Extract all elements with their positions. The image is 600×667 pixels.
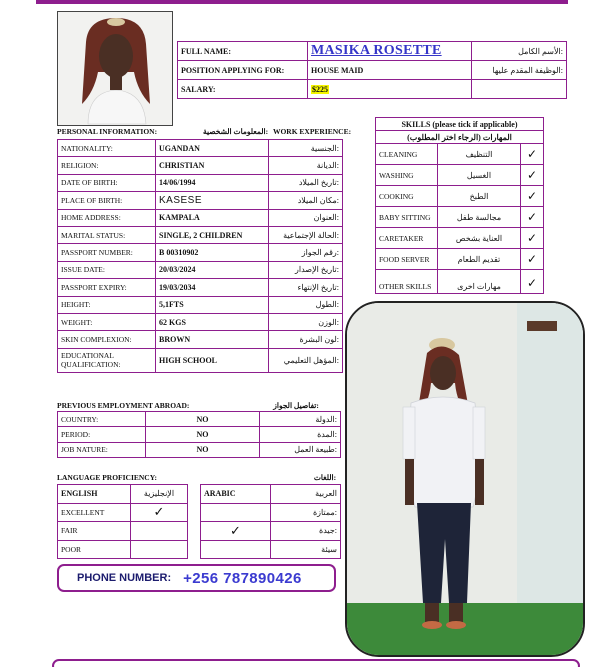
personal-label: MARITAL STATUS: xyxy=(58,226,156,243)
personal-arabic: لون البشرة: xyxy=(269,331,343,348)
personal-arabic: مكان الميلاد: xyxy=(269,192,343,209)
personal-row xyxy=(58,279,343,296)
personal-row xyxy=(58,140,343,157)
skill-label: FOOD SERVER xyxy=(376,249,438,270)
prev-employment-row xyxy=(58,442,341,457)
personal-arabic: العنوان: xyxy=(269,209,343,226)
skill-row xyxy=(376,228,544,249)
personal-arabic: الجنسية: xyxy=(269,140,343,157)
skill-arabic: مهارات اخرى xyxy=(438,270,521,294)
skill-arabic: العناية بشخص xyxy=(438,228,521,249)
header-table xyxy=(177,41,567,99)
personal-label: HOME ADDRESS: xyxy=(58,209,156,226)
language-level-ar: سيئة xyxy=(271,540,341,559)
prev-label: COUNTRY: xyxy=(58,412,146,427)
skill-row xyxy=(376,207,544,228)
personal-label: WEIGHT: xyxy=(58,313,156,330)
personal-arabic: الطول: xyxy=(269,296,343,313)
skill-check[interactable]: ✓ xyxy=(521,270,544,294)
language-title-ar: اللغات: xyxy=(313,473,337,482)
language-level-ar: ممتازة: xyxy=(271,503,341,522)
portrait-photo xyxy=(57,11,173,126)
personal-arabic: المؤهل التعليمي: xyxy=(269,348,343,372)
personal-label: HEIGHT: xyxy=(58,296,156,313)
personal-row xyxy=(58,192,343,209)
personal-arabic: الوزن: xyxy=(269,313,343,330)
personal-value: SINGLE, 2 CHILDREN xyxy=(156,226,269,243)
personal-row xyxy=(58,348,343,372)
personal-row xyxy=(58,313,343,330)
personal-value: 62 KGS xyxy=(156,313,269,330)
prev-value: NO xyxy=(146,442,260,457)
prev-value: NO xyxy=(146,427,260,442)
salary-cell xyxy=(308,80,472,99)
language-level: POOR xyxy=(58,540,131,559)
skill-check[interactable]: ✓ xyxy=(521,228,544,249)
salary-arabic-empty xyxy=(472,80,567,99)
position-label: POSITION APPLYING FOR: xyxy=(178,61,308,80)
language-table xyxy=(57,484,341,559)
personal-row xyxy=(58,157,343,174)
personal-title-ar: المعلومات الشخصية: xyxy=(202,127,269,136)
language-row xyxy=(58,540,341,559)
personal-label: EDUCATIONAL QUALIFICATION: xyxy=(58,348,156,372)
gap xyxy=(188,540,201,559)
personal-value: 20/03/2024 xyxy=(156,261,269,278)
phone-label: PHONE NUMBER: xyxy=(77,572,172,584)
skill-arabic: التنظيف xyxy=(438,144,521,165)
skill-row xyxy=(376,165,544,186)
prev-employment-table xyxy=(57,411,341,458)
language-title xyxy=(57,473,336,482)
personal-value: KAMPALA xyxy=(156,209,269,226)
prev-label: JOB NATURE: xyxy=(58,442,146,457)
personal-row xyxy=(58,244,343,261)
skill-label: CARETAKER xyxy=(376,228,438,249)
skill-row xyxy=(376,270,544,294)
personal-value: B 00310902 xyxy=(156,244,269,261)
skill-arabic: الغسيل xyxy=(438,165,521,186)
personal-label: SKIN COMPLEXION: xyxy=(58,331,156,348)
personal-arabic: تاريخ الإنتهاء: xyxy=(269,279,343,296)
english-check: ✓ xyxy=(131,503,188,522)
prev-arabic: طبيعة العمل: xyxy=(260,442,341,457)
personal-label: RELIGION: xyxy=(58,157,156,174)
english-check xyxy=(131,540,188,559)
personal-row xyxy=(58,331,343,348)
language-title-en: LANGUAGE PROFICIENCY: xyxy=(57,473,157,482)
prev-arabic: المدة: xyxy=(260,427,341,442)
personal-value: 19/03/2034 xyxy=(156,279,269,296)
skill-check[interactable]: ✓ xyxy=(521,144,544,165)
skill-label: CLEANING xyxy=(376,144,438,165)
personal-arabic: تاريخ الإصدار: xyxy=(269,261,343,278)
skill-label: BABY SITTING xyxy=(376,207,438,228)
prev-label: PERIOD: xyxy=(58,427,146,442)
personal-row xyxy=(58,226,343,243)
personal-value: KASESE xyxy=(156,192,269,209)
phone-number: +256 787890426 xyxy=(183,569,302,587)
full-name-value: MASIKA ROSETTE xyxy=(308,42,472,61)
salary-value: $225 xyxy=(312,84,328,94)
english-header-ar: الإنجليزية xyxy=(131,485,188,504)
personal-label: PASSPORT NUMBER: xyxy=(58,244,156,261)
personal-row xyxy=(58,296,343,313)
arabic-check: ✓ xyxy=(201,522,271,541)
skill-label: WASHING xyxy=(376,165,438,186)
skill-row xyxy=(376,144,544,165)
personal-row xyxy=(58,209,343,226)
skill-check[interactable]: ✓ xyxy=(521,186,544,207)
position-value: HOUSE MAID xyxy=(308,61,472,80)
skills-title-ar: المهارات (الرجاء اختر المطلوب) xyxy=(376,131,544,144)
skill-label: COOKING xyxy=(376,186,438,207)
skills-table xyxy=(375,117,544,294)
skill-arabic: مجالسة طفل xyxy=(438,207,521,228)
full-name-label: FULL NAME: xyxy=(178,42,308,61)
personal-label: DATE OF BIRTH: xyxy=(58,174,156,191)
skill-check[interactable]: ✓ xyxy=(521,165,544,186)
bottom-border xyxy=(52,659,580,667)
skill-check[interactable]: ✓ xyxy=(521,207,544,228)
skill-row xyxy=(376,186,544,207)
prev-title-ar: تفاصيل الجواز: xyxy=(273,401,319,410)
personal-value: 5,1FTS xyxy=(156,296,269,313)
language-row xyxy=(58,522,341,541)
gap xyxy=(188,522,201,541)
position-arabic: الوظيفة المقدم عليها: xyxy=(472,61,567,80)
personal-value: 14/06/1994 xyxy=(156,174,269,191)
language-level: FAIR xyxy=(58,522,131,541)
gap xyxy=(188,485,201,504)
prev-title-en: PREVIOUS EMPLOYMENT ABROAD: xyxy=(57,401,190,410)
personal-label: ISSUE DATE: xyxy=(58,261,156,278)
arabic-check xyxy=(201,540,271,559)
personal-label: PLACE OF BIRTH: xyxy=(58,192,156,209)
personal-value: CHRISTIAN xyxy=(156,157,269,174)
personal-value: UGANDAN xyxy=(156,140,269,157)
personal-arabic: تاريخ الميلاد: xyxy=(269,174,343,191)
personal-title-en: PERSONAL INFORMATION: xyxy=(57,127,158,136)
english-header: ENGLISH xyxy=(58,485,131,504)
language-level-ar: جيدة: xyxy=(271,522,341,541)
personal-info-title xyxy=(57,127,351,136)
prev-arabic: الدولة: xyxy=(260,412,341,427)
language-level: EXCELLENT xyxy=(58,503,131,522)
prev-value: NO xyxy=(146,412,260,427)
prev-employment-title xyxy=(57,401,319,410)
skill-label: OTHER SKILLS xyxy=(376,270,438,294)
personal-arabic: رقم الجواز: xyxy=(269,244,343,261)
language-row xyxy=(58,503,341,522)
skills-title: SKILLS (please tick if applicable) xyxy=(376,118,544,131)
skill-row xyxy=(376,249,544,270)
prev-employment-row xyxy=(58,427,341,442)
personal-label: PASSPORT EXPIRY: xyxy=(58,279,156,296)
skill-arabic: تقديم الطعام xyxy=(438,249,521,270)
personal-arabic: الحالة الإجتماعية: xyxy=(269,226,343,243)
arabic-header: ARABIC xyxy=(201,485,271,504)
personal-value: BROWN xyxy=(156,331,269,348)
phone-box xyxy=(57,564,336,592)
personal-arabic: الديانة: xyxy=(269,157,343,174)
top-border xyxy=(36,0,568,4)
work-experience-title: WORK EXPERIENCE: xyxy=(272,127,352,136)
full-name-arabic: الأسم الكامل: xyxy=(472,42,567,61)
arabic-header-ar: العربية xyxy=(271,485,341,504)
arabic-check xyxy=(201,503,271,522)
english-check xyxy=(131,522,188,541)
gap xyxy=(188,503,201,522)
salary-label: SALARY: xyxy=(178,80,308,99)
skill-arabic: الطبخ xyxy=(438,186,521,207)
prev-employment-row xyxy=(58,412,341,427)
personal-row xyxy=(58,261,343,278)
full-body-photo xyxy=(345,301,585,657)
personal-value: HIGH SCHOOL xyxy=(156,348,269,372)
personal-label: NATIONALITY: xyxy=(58,140,156,157)
personal-row xyxy=(58,174,343,191)
skill-check[interactable]: ✓ xyxy=(521,249,544,270)
personal-info-table xyxy=(57,139,343,373)
